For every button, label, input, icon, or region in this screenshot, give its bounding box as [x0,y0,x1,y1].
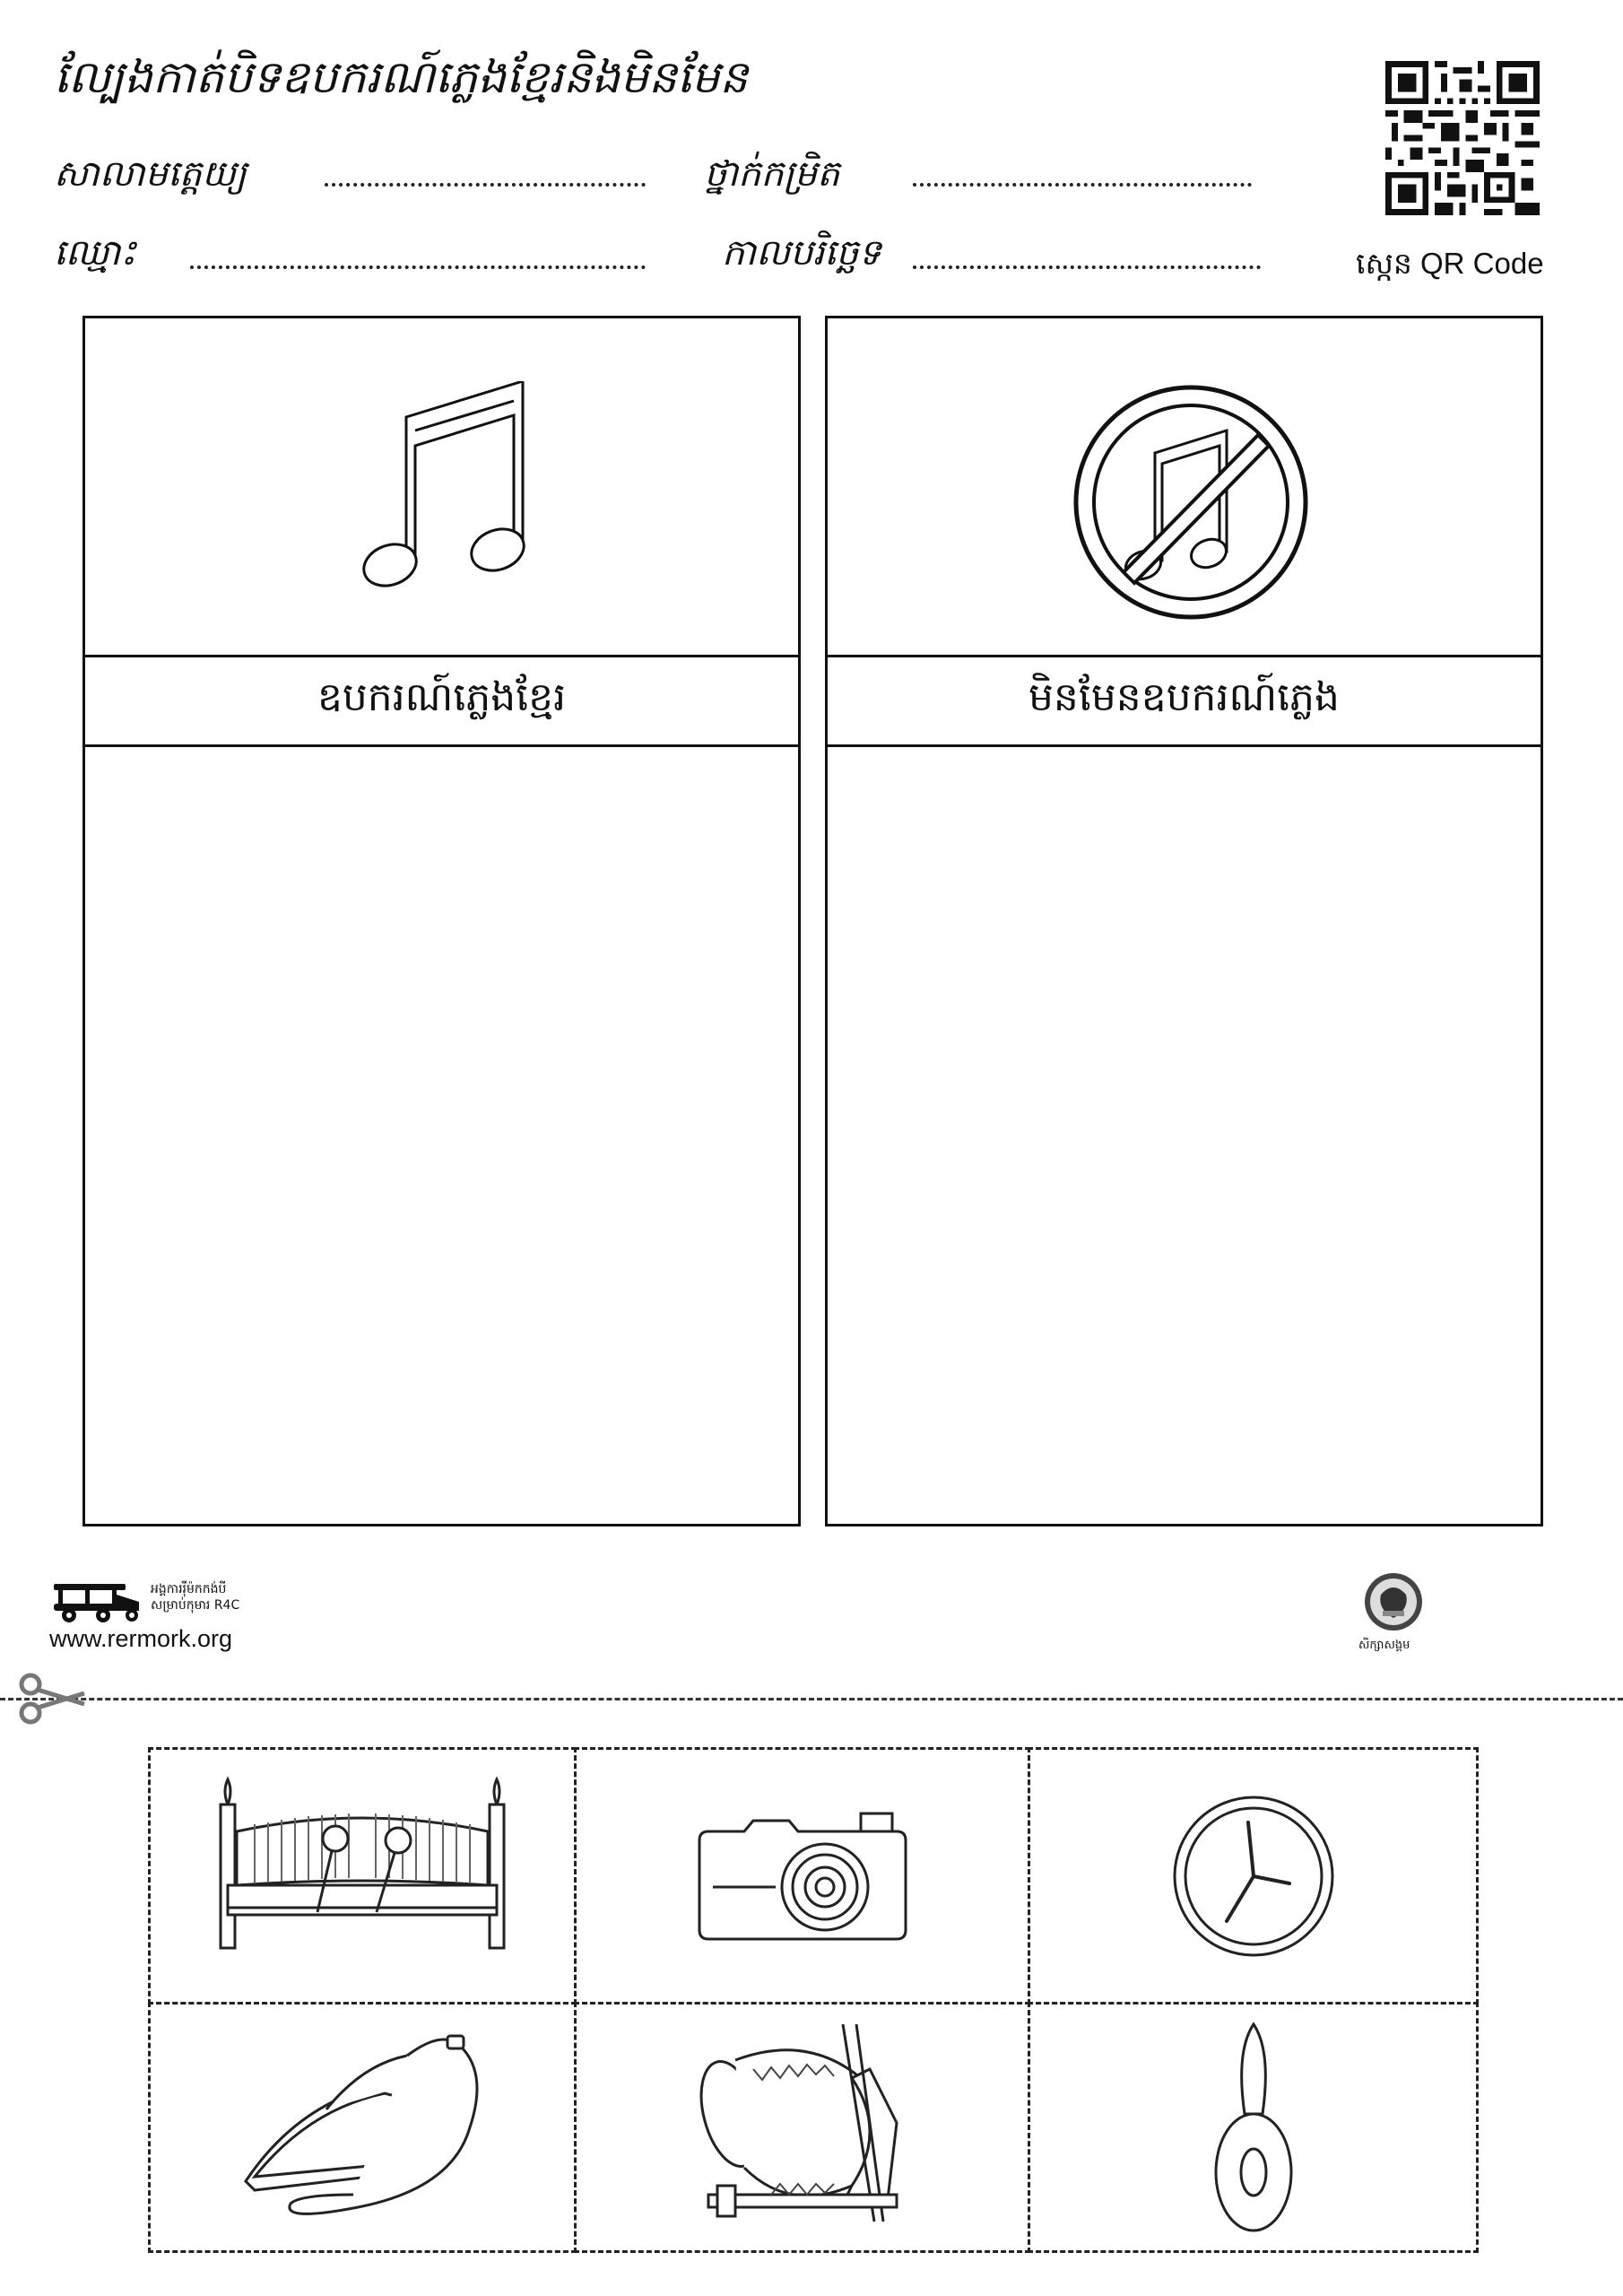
card-camera[interactable] [574,1747,1030,2005]
roneat-xylophone-icon [201,1769,524,1984]
org-name-line1: អង្គការរ៉ឺម៉កកង់បី [151,1582,227,1596]
date-field[interactable] [913,265,1261,269]
r4c-logo [49,1577,148,1626]
scissors-icon [16,1672,88,1726]
khmer-instruments-label: ឧបករណ៍ភ្លេងខ្មែរ [85,655,798,747]
date-label: កាលបរិច្ឆេទ [722,232,881,274]
music-note-icon [354,381,542,596]
not-instruments-label: មិនមែនឧបករណ៍ភ្លេង [828,655,1541,747]
grade-label: ថ្នាក់កម្រិត [704,153,840,195]
qr-code-icon [1385,61,1540,215]
camera-icon [690,1805,915,1948]
card-drum[interactable] [574,2002,1030,2253]
no-music-icon [1070,381,1312,623]
partner-logo-icon [1356,1571,1431,1634]
card-iron[interactable] [148,2002,577,2253]
skor-drum-icon [681,2015,924,2239]
name-label: ឈ្មោះ [54,232,136,274]
school-field[interactable] [325,183,646,187]
partner-caption: សិក្សាសង្គម [1358,1639,1410,1652]
tuk-tuk-icon [49,1577,148,1626]
school-label: សាលាមត្តេយ្យ [54,153,247,195]
card-clock[interactable] [1028,1747,1479,2005]
wall-clock-icon [1164,1787,1343,1966]
khmer-instruments-panel[interactable] [82,316,801,1526]
not-instruments-panel[interactable] [825,316,1543,1526]
org-name-line2: សម្រាប់កុមារ R4C [151,1598,240,1613]
card-roneat[interactable] [148,1747,577,2005]
name-field[interactable] [190,265,646,269]
page-title: ល្បែងកាត់បិទឧបករណ៍ភ្លេងខ្មែរនិងមិនមែន [54,51,749,103]
clothes-iron-icon [228,2020,497,2235]
org-url[interactable]: www.rermork.org [49,1625,233,1652]
grade-field[interactable] [913,183,1252,187]
qr-caption: ស្កេន QR Code [1356,247,1544,280]
pan-lid-icon [1200,2015,1307,2239]
cut-line [0,1698,1623,1700]
card-pan[interactable] [1028,2002,1479,2253]
